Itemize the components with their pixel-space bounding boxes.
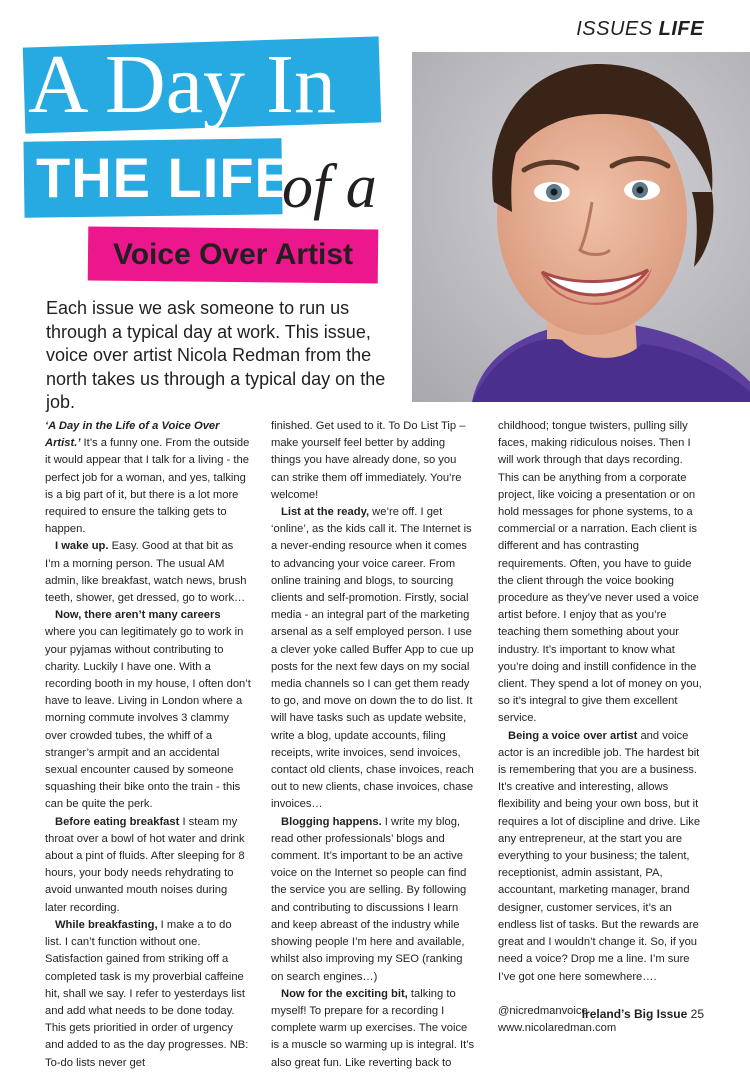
paragraph-lead: ‘A Day in the Life of a Voice Over Artist.’ — [45, 420, 220, 450]
contact-handle: @nicredmanvoice — [498, 1004, 588, 1017]
paragraph-lead: Now for the exciting bit, — [281, 987, 408, 1000]
paragraph-text: where you can legitimately go to work in your pyjamas without contributing to charity. Luckily I have one. With a recording booth in my house, I often don’t have to leave. Living in London where a morning commute involves 3 clammy over crowded tubes, the whiff of a stranger’s armpit and an accidental sexual encounter caused by someone squashing their bike onto the train - this can be quite the perk. — [45, 626, 251, 811]
title-line-of-a: of a — [282, 153, 377, 221]
paragraph-text: It’s a funny one. From the outside it would appear that I talk for a living - the perfect job for a woman, and yes, talking is a big part of it, but there is a lot more required to ensure the talking gets to happen. — [45, 437, 250, 536]
title-line-the-life: THE LIFE — [36, 146, 293, 209]
paragraph-lead: List at the ready, — [281, 506, 370, 519]
paragraph-lead: I wake up. — [55, 540, 109, 553]
paragraph — [271, 504, 477, 814]
paragraph — [45, 418, 251, 538]
article-column-1 — [45, 418, 251, 1072]
page-footer — [582, 1007, 704, 1021]
paragraph-text: talking to myself! To prepare for a recording I complete warm up exercises. The voice is a muscle so warming up is integral. It’s also great fun. Like reverting back to — [271, 987, 475, 1069]
paragraph-lead: Now, there aren’t many careers — [55, 609, 221, 622]
paragraph-lead: Blogging happens. — [281, 815, 382, 828]
paragraph — [271, 814, 477, 986]
page-number: 25 — [690, 1007, 704, 1021]
title-line-a-day-in: A Day In — [28, 38, 336, 131]
footer-brand: Ireland’s Big Issue — [581, 1007, 688, 1021]
paragraph — [271, 986, 477, 1072]
paragraph — [498, 418, 704, 728]
paragraph — [45, 607, 251, 813]
paragraph-lead: While breakfasting, — [55, 918, 158, 931]
paragraph-text: childhood; tongue twisters, pulling silly faces, making ridiculous noises. Then I will work through that days recording. This can be anything from a corporate project, like voicing a presentation or on hold messages for phone systems, to a commercial or a narration. Each client is different and has contrasting requirements. Often, you have to guide the client through the voice booking procedure as they’ve never used a voice artist before. I enjoy that as you’re teaching them something about your industry. It’s important to know what you’re doing and instill confidence in the client. They spend a lot of money on you, so it’s integral to give them excellent service. — [498, 420, 702, 725]
title-line-voice-over-artist: Voice Over Artist — [112, 238, 354, 271]
paragraph-text: Easy. Good at that bit as I’m a morning person. The usual AM admin, like breakfast, watch news, brush teeth, shower, get dressed, go to work… — [45, 540, 247, 605]
paragraph-lead: Being a voice over artist — [508, 729, 638, 742]
article-column-2 — [271, 418, 477, 1072]
paragraph-text: I steam my throat over a bowl of hot water and drink about a pint of fluids. After sleeping for 8 hours, your body needs rehydrating to avoid unwanted mouth noises during later recording. — [45, 815, 245, 914]
paragraph — [45, 538, 251, 607]
paragraph — [271, 418, 477, 504]
paragraph-text: I make a to do list. I can’t function without one. Satisfaction gained from striking off a completed task is my proverbial caffeine hit, shall we say. I refer to yesterdays list and add what needs to be done today. This gets prioritied in order of urgency and added to as the day progresses. NB: To-do lists never get — [45, 918, 249, 1069]
section-label-issues: ISSUES — [576, 18, 659, 40]
section-label-life: LIFE — [658, 18, 704, 40]
paragraph — [45, 814, 251, 917]
paragraph-text: and voice actor is an incredible job. The hardest bit is remembering that you are a business. It’s creative and interesting, allows flexibility and being your own boss, but it requires a lot of discipline and drive. Like any entrepreneur, at the start you are everything to your business; the talent, receptionist, admin assistant, PA, accountant, marketing manager, brand designer, customer services, it’s an endless list of tasks. But the rewards are great and I wouldn’t change it. So, if you need a voice? Drop me a line. I’m sure I’ve got one here somewhere…. — [498, 729, 701, 983]
paragraph-text: finished. Get used to it. To Do List Tip – make yourself feel better by adding things you have already done, so you can strike them off immediately. You’re welcome! — [271, 420, 466, 501]
paragraph-lead: Before eating breakfast — [55, 815, 180, 828]
section-label — [576, 18, 704, 41]
paragraph-text: I write my blog, read other professionals’ blogs and comment. It’s important to be an active voice on the Internet so people can find the service you are selling. By following and contributing to discussions I learn and keep abreast of the industry while showing people I’m here and available, whilst also improving my SEO (ranking on search engines…) — [271, 815, 467, 983]
paragraph — [45, 917, 251, 1072]
paragraph — [498, 728, 704, 986]
contact-website: www.nicolaredman.com — [498, 1021, 617, 1034]
paragraph-text: we’re off. I get ‘online’, as the kids call it. The Internet is a never-ending resource when it comes to advancing your voice career. From online training and blogs, to sourcing clients and self-promotion. Firstly, social media - an integral part of the marketing arsenal as a self employed person. I use a clever yoke called Buffer App to cue up posts for the next few days on my social media channels so I can get them ready to go, and move on down the to do list. It will have tasks such as update website, write a blog, update accounts, filing receipts, write invoices, send invoices, contact old clients, chase invoices, reach out to new clients, chase invoices, chase invoices… — [271, 506, 474, 811]
article-column-3 — [498, 418, 704, 1037]
portrait-photo — [412, 52, 750, 402]
intro-paragraph: Each issue we ask someone to run us through a typical day at work. This issue, voice over artist Nicola Redman from the north takes us through a typical day on the job. — [46, 298, 386, 412]
